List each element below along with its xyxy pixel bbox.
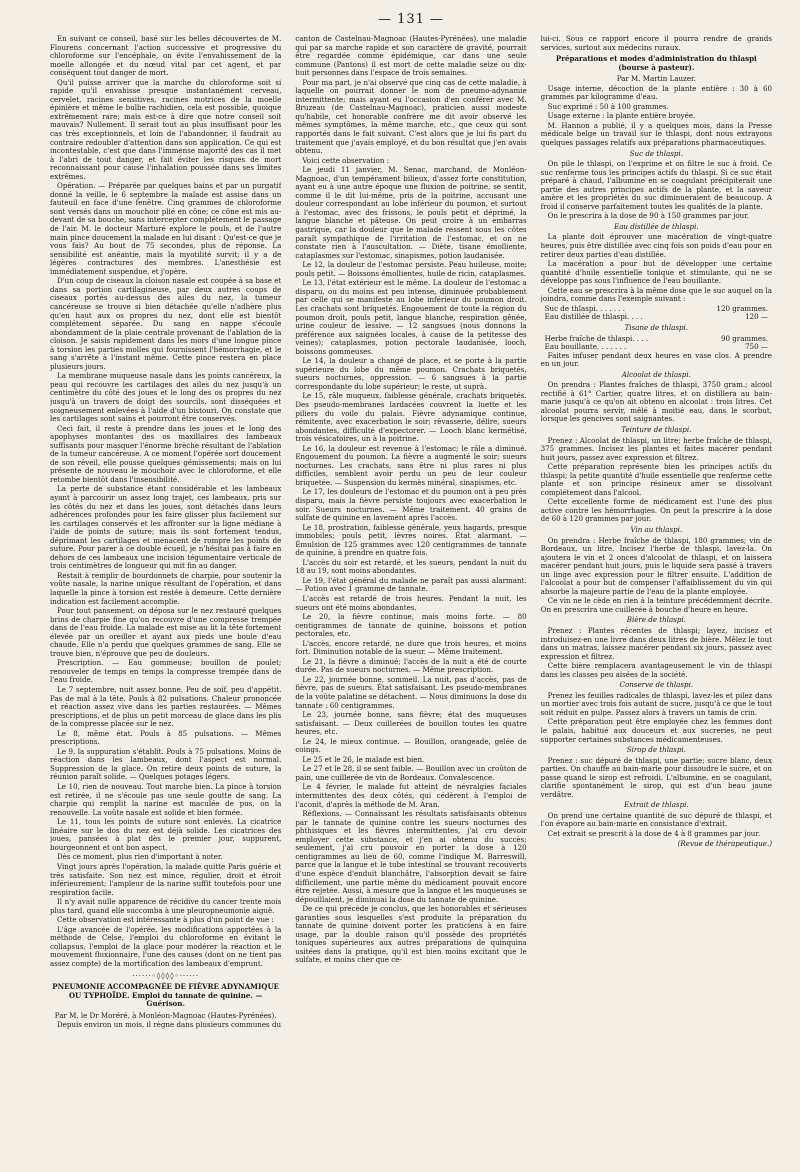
paragraph: Le 24, le mieux continue. — Bouillon, orangeade, gelée de coings. [295,736,527,755]
article-heading: PNEUMONIE ACCOMPAGNÉE DE FIÈVRE ADYNAMIQUE OU TYPHOÏDE. Emploi du tannate de quinine. — Guérison. [52,982,280,1009]
paragraph: On pile le thlaspi, on l'exprime et on filtre le suc à froid. Ce suc renferme tous les principes actifs du thlaspi. Si ce suc était préparé à chaud, l'albumine en se coagulant précipiterait une partie des autres principes actifs de la plante, et la saveur amère et les propriétés du suc diminueraient de beaucoup. A froid il conserve parfaitement toutes les qualités de la plante. [540,159,772,211]
paragraph: Le 21, la fièvre a diminué; l'accès de la nuit a été de courte durée. Pas de sueurs nocturnes. — Même prescription. [295,656,527,675]
paragraph: Le 7 septembre, nuit assez bonne. Peu de soif, peu d'appétit. Pas de mal à la tête. Pouls à 82 pulsations. Chaleur prononcée et réaction assez vive dans les parties restaurées. — Mêmes prescriptions, et de plus un petit morceau de glace dans les plis de la compresse placée sur le nez. [50,685,282,729]
paragraph: Usage interne, décoction de la plante entière : 30 à 60 grammes par kilogramme d'eau. [540,83,772,102]
paragraph: On prendra : Plantes fraîches de thlaspi, 3750 gram.; alcool rectifié à 61° Cartier, quatre litres, et on distillera au bain-marie jusqu'à ce qu'on ait obtenu en alcoolat : trois litres. Cet alcoolat pourra servir, mêlé à moitié eau, dans le scorbut, lorsque les gencives sont saignantes. [540,380,772,424]
paragraph: Le 13, l'état extérieur est le même. La douleur de l'estomac a disparu, ou du moins est peu intense, diminuée probablement par celle qui se manifeste au lobe inférieur du poumon droit. Les crachats sont briquetés. Engouement de toute la région du poumon droit, pouls petit, langue blanche, respiration gênée, urine couleur de lessive. — 12 sangsues (nous donnons la préférence aux saignées locales, à cause de la petitesse des veines); cataplasmes, potion pectorale laudanisée, looch, boissons gommeuses. [295,278,527,356]
paragraph: M. Hannon a publié, il y a quelques mois, dans la Presse médicale belge un travail sur le thlaspi, dont nous extrayons quelques passages relatifs aux préparations pharmaceutiques. [540,120,772,148]
paragraph: Pour tout pansement, on déposa sur le nez restauré quelques brins de charpie fine qu'on recouvre d'une compresse trempée dans de l'eau froide. La malade est mise au lit la tête fortement élevée par un oreiller et ayant aux pieds une boule d'eau chaude. Elle n'a perdu que quelques grammes de sang. Elle se trouve bien, n'éprouve que peu de douleurs. [50,606,282,658]
paragraph: Qu'il puisse arriver que la marche du chloroforme soit si rapide qu'il envahisse presque instantanément cerveau, cervelet, racines sensitives, racines motrices de la moelle épinière et même le bulbe rachidien, cela est possible, quoique extrêmement rare; mais est-ce à dire que notre conseil soit mauvais? Nullement. Il serait tout au plus insuffisant pour les cas très exceptionnels, et loin de l'abandonner, il faudrait au contraire redoubler d'attention dans son application. Ce qui est incontestable, c'est que dans l'immense majorité des cas il met à l'abri de tout danger, et fait éviter les risques de mort reconnaissant pour cause l'inhalation poussée dans ses limites extrêmes. [50,77,282,181]
paragraph: Le 22, journée bonne, sommeil. La nuit, pas d'accès, pas de fièvre, pas de sueurs. État satisfaisant. Les pseudo-membranes de la voûte palatine se détachent. — Nous diminuons la dose du tannate : 60 centigrammes. [295,674,527,710]
section-heading: Sirop de thlaspi. [626,745,686,755]
amount: 120 grammes. [716,303,768,313]
paragraph: Le 10, rien de nouveau. Tout marche bien. La pince à torsion est retirée, il ne s'écoule pas une seule goutte de sang. La charpie qui remplit la narine est maculée de pus, on la renouvelle. La voûte nasale est solide et bien formée. [50,782,282,817]
paragraph: Le 18, prostration, faiblesse générale, yeux hagards, presque immobiles; pouls petit, lèvres noires. État alarmant. — Émulsion de 125 grammes avec 120 centigrammes de tannate de quinine, à prendre en quatre fois. [295,522,527,558]
paragraph: Il n'y avait nulle apparence de récidive du cancer trente mois plus tard, quand elle succomba à une pleuropneumonie aiguë. [50,897,282,915]
source-citation: (Revue de thérapeutique.) [677,838,772,848]
paragraph: Ce vin ne le cède en rien à la teinture précédemment décrite. On en prescrira une cuillerée à bouche d'heure en heure. [540,596,772,614]
paragraph: Le 20, la fièvre continue, mais moins forte. — 80 centigrammes de tannate de quinine, boissons et potion pectorales, etc. [295,612,527,639]
paragraph: Le 11, tous les points de suture sont enlevés. La cicatrice linéaire sur le dos du nez est déjà solide. Les cicatrices des joues, pansées à plat dès le premier jour, suppurent, bourgeonnent et ont bon aspect. [50,817,282,852]
column-left [50,35,281,1031]
column-right [541,35,772,1031]
paragraph: D'un coup de ciseaux la cloison nasale est coupée à sa base et dans sa portion cartilagineuse, par deux autres coups de ciseaux portés au-dessus des ailes du nez, la tumeur cancéreuse se trouve si bien détachée qu'elle n'adhère plus qu'en haut aux os propres du nez, dont elle est bientôt complétement séparée. Du sang en nappe s'écoule abondamment de la plaie centrale provenant de l'ablation de la cloison. Je saisis rapidement dans les mors d'une longue pince à torsion les parties molles qui fournissent l'hémorrhagie, et le sang s'arrête à l'instant même. Cette pince restera en place plusieurs jours. [50,276,282,371]
paragraph: La macération a pour but de développer une certaine quantité d'huile essentielle tonique et stimulante, qui ne se développe pas sous l'influence de l'eau bouillante. [540,259,772,286]
ornament-divider: ······◦◊◊◊◊◦······ [132,971,200,980]
paragraph: L'âge avancée de l'opérée, les modifications apportées à la méthode de Celse, l'emploi du chloroforme en évitant le collapsus, l'emploi de la glace pour modérer la réaction et le mouvement fluxionnaire, l'une des causes (dont on ne tient pas assez compte) de la mortification des lambeaux d'emprunt. [50,924,282,968]
paragraph: Le 23, journée bonne, sans fièvre; état des muqueuses satisfaisant. — Deux cuillerées de bouillon toutes les quatre heures, etc. [295,710,527,737]
paragraph: Usage externe : la plante entière broyée. [547,111,696,121]
section-heading: Extrait de thlaspi. [624,800,689,810]
paragraph: Prenez : Alcoolat de thlaspi, un litre; herbe fraîche de thlaspi, 375 grammes. Incisez les plantes et faites macérer pendant huit jours, passez avec expression et filtrez. [540,435,772,462]
paragraph: Prescription. — Eau gommeuse; bouillon de poulet; renouveler de temps en temps la compresse trempée dans de l'eau froide. [50,658,282,685]
paragraph: Ceci fait, il reste à prendre dans les joues et le long des apophyses montantes des os maxillaires des lambeaux suffisants pour masquer l'énorme brèche résultant de l'ablation de la tumeur cancéreuse. A ce moment l'opérée sort doucement de son réveil, elle pousse quelques gémissements; mais on lui présente de nouveau le mouchoir avec le chloroforme, et elle retombe bientôt dans l'insensibilité. [50,423,282,484]
paragraph: canton de Castelnau-Magnoac (Hautes-Pyrénées), une maladie qui par sa marche rapide et son caractère de gravité, pourrait être regardée comme épidémique, car dans une seule commune (Pantons) il est mort de cette maladie seize ou dix-huit personnes dans l'espace de trois semaines. [295,35,527,78]
ingredient: Eau distillée de thlaspi. . . . [544,312,643,322]
recipe-line [545,313,768,322]
paragraph: Voici cette observation : [302,155,390,165]
paragraph: L'accès, encore retardé, ne dure que trois heures, et moins fort. Diminution notable de la sueur. — Même traitement. [295,638,527,657]
amount: 90 grammes. [720,333,768,343]
paragraph: En suivant ce conseil, basé sur les belles découvertes de M. Flourens concernant l'action successive et progressive du chloroforme sur l'encéphale, on évite l'envahissement de la moelle allongée et du nœud vital par cet agent, et par conséquent tout danger de mort. [50,35,282,78]
paragraph: Le 9, la suppuration s'établit. Pouls à 75 pulsations. Moins de réaction dans les lambeaux, dont l'aspect est normal. Suppression de la glace. On retire deux points de suture, la réunion paraît solide. — Quelques potages légers. [50,746,282,782]
article-heading: Préparations et modes d'administration du thlaspi (bourse à pasteur). [555,54,757,72]
paragraph: Le 4 février, le malade fut atteint de névralgies faciales intermittentes des deux côtés, qui cédèrent à l'emploi de l'aconit, d'après la méthode de M. Aran. [295,782,527,809]
paragraph: Le 17, les douleurs de l'estomac et du poumon ont à peu près disparu, mais la fièvre persiste toujours avec exacerbation le soir. Sueurs nocturnes. — Même traitement. 40 grains de sulfate de quinine en lavement après l'accès. [295,487,527,523]
section-heading: Eau distillée de thlaspi. [614,221,699,231]
paragraph: Pour ma part, je n'ai observé que cinq cas de cette maladie, à laquelle on pourrait donner le nom de pneumo-adynamie intermittente; mais ayant eu l'occasion d'en conférer avec M. Bruzeau (de Castelnau-Magnoac), praticien aussi modeste qu'habile, cet honorable confrère me dit avoir observé les mêmes symptômes, la même marche, etc., que ceux qui sont rapportés dans le fait suivant. C'est alors que je lui fis part du traitement que j'avais employé, et du bon résultat que j'en avais obtenu. [295,77,527,156]
paragraph: Cette préparation peut être employée chez les femmes dont le palais, habitué aux douceurs et aux sucreries, ne peut supporter certaines substances médicamenteuses. [540,717,772,744]
paragraph: Cet extrait se prescrit à la dose de 4 à 8 grammes par jour. [547,829,761,839]
paragraph: La membrane muqueuse nasale dans les points cancéreux, la peau qui recouvre les cartilages des ailes du nez jusqu'à un centimètre du côté des joues et le long des os propres du nez jusqu'à un travers de doigt des sourcils, sont disséquées et soigneusement enlevées à l'aide d'un bistouri. On constate que les cartilages sont sains et pourront être conservés. [50,371,282,424]
paragraph: On prendra : Herbe fraîche de thlaspi, 180 grammes; vin de Bordeaux, un litre. Incisez l'herbe de thlaspi, lavez-la. On ajoutera le vin et 2 onces d'alcoolat de thlaspi, et on laissera macérer pendant huit jours, puis le liquide sera passé à travers un linge avec expression pour le filtrer ensuite. L'addition de l'alcoolat a pour but de compenser l'affaiblissement du vin qui absorbe la majeure partie de l'eau de la plante employée. [540,535,772,596]
paragraph: Dès ce moment, plus rien d'important à noter. [57,852,223,862]
section-heading: Tisane de thlaspi. [624,322,689,332]
paragraph: Prenez : Plantes récentes de thlaspi; layez, incisez et introduisez-en une livre dans deux litres de bière. Mêlez le tout dans un matras, laissez macérer pendant six jours, passez avec expression et filtrez. [540,626,772,661]
paragraph: Cette bière remplacera avantageusement le vin de thlaspi dans les classes peu aisées de la société. [540,661,772,679]
paragraph: Prenez les feuilles radicales de thlaspi, lavez-les et pilez dans un mortier avec trois fois autant de sucre, jusqu'à ce que le tout soit réduit en pulpe. Passez alors à travers un tamis de crin. [540,690,772,717]
column-middle [295,35,526,1031]
ingredient: Herbe fraîche de thlaspi. . . . [544,333,649,343]
paragraph: Le 14, la douleur a changé de place, et se porte à la partie supérieure du lobe du même poumon. Crachats briquetés, sueurs nocturnes, oppression. — 6 sangsues à la partie correspondante du lobe supérieur; le reste, ut suprà. [295,356,527,391]
section-heading: Conserve de thlaspi. [619,680,694,690]
amount: 750 — [745,342,768,352]
paragraph: Depuis environ un mois, il règne dans plusieurs communes du [57,1020,282,1030]
paragraph: L'accès du soir est retardé, et les sueurs, pendant la nuit du 18 au 19, sont moins abondantes. [295,557,527,576]
section-heading: Bière de thlaspi. [626,615,686,625]
paragraph: Faites infuser pendant deux heures en vase clos. A prendre en un jour. [540,350,772,369]
ingredient: Eau bouillante. . . . . . . [544,342,627,352]
section-heading: Vin au thlaspi. [630,524,683,534]
amount: 120 — [745,312,768,322]
ingredient: Suc de thlaspi. . . . . . . [544,303,625,313]
paragraph: Suc exprimé : 50 à 100 grammes. [547,101,669,111]
paragraph: Le 16, la douleur est revenue à l'estomac; le râle a diminué. Engouement du poumon. La fièvre a augmenté le soir; sueurs nocturnes. Les crachats, sans être ni plus rares ni plus difficiles, semblent avoir perdu un peu de leur couleur briquetée. — Suspension du kermès minéral, sinapismes, etc. [295,443,527,487]
paragraph: La plante doit éprouver une macération de vingt-quatre heures, puis être distillée avec cinq fois son poids d'eau pour en retirer deux parties d'eau distillée. [540,232,772,259]
paragraph: Le 25 et le 26, le malade est bien. [302,754,425,764]
paragraph: Le 8, même état. Pouls à 85 pulsations. — Mêmes prescriptions. [50,728,282,747]
section-heading: Alcoolat de thlaspi. [621,369,691,379]
paragraph: Opération. — Préparée par quelques bains et par un purgatif donné la veille, le 6 septembre la malade est assise dans un fauteuil en face d'une fenêtre. Cinq grammes de chloroforme sont versés dans un mouchoir plié en cône; ce cône est mis au-devant de sa bouche, sans intercepter complétement le passage de l'air. M. le docteur Marturé explore le pouls, et de l'autre main pince doucement la malade en lui disant : Qu'est-ce que je vous fais? Au bout de 75 secondes, plus de réponse. La sensibilité est anéantie, mais la myotilité survit; il y a de légères contractures des membres. L'anesthésie est immédiatement suspendue, et j'opère. [50,181,282,276]
paragraph: La perte de substance étant considérable et les lambeaux ayant à parcourir un assez long trajet, ces lambeaux, pris sur les côtés du nez et dans les joues, sont détachés dans leurs adhérences profondes pour les faire glisser plus facilement sur les cartilages conservés et les affronter sur la ligne médiane à l'aide de points de suture; mais ils sont fortement tendus, déprimant les cartilages et menacent de rompre les points de suture. Pour parer à ce double écueil, je n'hésitai pas à faire en dehors de ces lambeaux une incision tégumentaire verticale de trois centimètres de longueur qui mit fin au danger. [50,484,282,571]
paragraph: Cette préparation représente bien les principes actifs du thlaspi; la petite quantité d'huile essentielle que renferme cette plante et son principe résineux amer se dissolvant complétement dans l'alcool. [540,462,772,497]
page-number: — 131 — [377,12,445,27]
paragraph: De ce qui précède je conclus, que les honorables et sérieuses garanties sous lesquelles s'est produite la préparation du tannate de quinine doivent porter les praticiens à en faire usage, par la double raison qu'il possède des propriétés toniques supérieures aux autres préparations de quinquina usitées dans la pratique, qu'il est bien moins excitant que le sulfate, et moins cher que ce- [295,904,527,965]
paragraph: Le 15, râle muqueux, faiblesse générale, crachats briquetés. Des pseudo-membranes lardacées couvrent la luette et les piliers du voile du palais. Fièvre adynamique continue, rémitente, avec exacerbation le soir; rêvasserie, délire, sueurs abondantes, difficulté d'expectorer. — Looch blanc kermétisé, trois vésicatoires, un à la poitrine. [295,391,527,444]
paragraph: Cette eau se prescrira à la même dose que le suc auquel on la joindra, comme dans l'exemple suivant : [540,285,772,304]
paragraph: On prend une certaine quantité de suc dépuré de thlaspi, et l'on évapore au bain-marie en consistance d'extrait. [540,810,772,829]
section-heading: Teinture de thlaspi. [621,424,692,434]
paragraph: Le 19, l'état général du malade ne paraît pas aussi alarmant. — Potion avec 1 gramme de tannate. [295,575,527,594]
section-heading: Suc de thlaspi. [629,148,683,158]
paragraph: Le 12, la douleur de l'estomac persiste. Peau huileuse, moite; pouls petit. — Boissons émollientes, huile de ricin, cataplasmes. [295,260,527,278]
paragraph: Restait à remplir de bourdonnets de charpie, pour soutenir la voûte nasale, la narine unique résultant de l'opération, et dans laquelle la pince à torsion est restée à demeure. Cette dernière indication est facilement accomplie. [50,570,282,606]
paragraph: Le jeudi 11 janvier, M. Senac, marchand, de Monléon-Magnoac, d'un tempérament bilieux, d'assez forte constitution, ayant eu à une autre époque une fluxion de poitrine, se sentit, comme il le dit lui-même, pris de la poitrine, accusant une douleur correspondant au lobe inférieur du poumon, et surtout à l'estomac, avec des frissons, le pouls petit et déprimé, la langue blanche et pâteuse. On peut croire à un embarras gastrique, car la douleur que le malade ressent sous les côtes paraît sympathique de l'irritation de l'estomac, et on ne constate rien à l'auscultation. — Diète, tisane émolliente, cataplasmes sur l'estomac, sinapismes, potion laudanisée. [295,165,527,260]
paragraph: Cette observation est intéressante à plus d'un point de vue : [57,915,274,925]
article-byline: Par M. le Dr Moréré, à Monléon-Magnoac (Hautes-Pyrénées). [54,1010,277,1020]
paragraph: Vingt jours après l'opération, la malade quitte Paris guérie et très satisfaite. Son nez est mince, régulier, droit et étroit inférieurement; l'ampleur de la narine suffit toutefois pour une respiration facile. [50,861,282,897]
article-byline: Par M. Martin Lauzer. [616,74,696,84]
paragraph: On le prescrira à la dose de 90 à 150 grammes par jour. [547,211,750,221]
paragraph: L'accès est retardé de trois heures. Pendant la nuit, les sueurs ont été moins abondantes. [295,594,527,612]
paragraph: Cette excellente forme de médicament est l'une des plus active contre les hémorrhagies. On peut la prescrire à la dose de 60 à 120 grammes par jour. [540,497,772,524]
paragraph: lui-ci. Sous ce rapport encore il pourra rendre de grands services, surtout aux médecins ruraux. [540,35,772,52]
paragraph: Le 27 et le 28, il se sent faible. — Bouillon avec un croûton de pain, une cuillerée de vin de Bordeaux. Convalescence. [295,764,527,782]
paragraph: Prenez : suc dépuré de thlaspi, une partie; sucre blanc, deux parties. On chauffe au bain-marie pour dissoudre le sucre, et on passe quand le sirop est refroidi. L'albumine, en se coagulant, clarifie spontanément le sirop, qui est d'un beau jaune verdâtre. [540,755,772,799]
paragraph: Réflexions. — Connaissant les résultats satisfaisants obtenus par le tannate de quinine contre les sueurs nocturnes des phthisiques et les fièvres intermittentes, j'ai cru devoir employer cette substance, et j'en ai obtenu du succès; seulement, j'ai cru pouvoir en porter la dose à 120 centigrammes au lieu de 60, comme l'indique M. Barreswill, parce que la langue et le tube intestinal se trouvant recouverts d'une espèce d'enduit blanchâtre, l'absorption devait se faire difficilement, une partie même du médicament pouvait encore être rejetée. Aussi, à mesure que la langue et les muqueuses se dépouillaient, je diminuai la dose du tannate de quinine. [295,809,527,904]
